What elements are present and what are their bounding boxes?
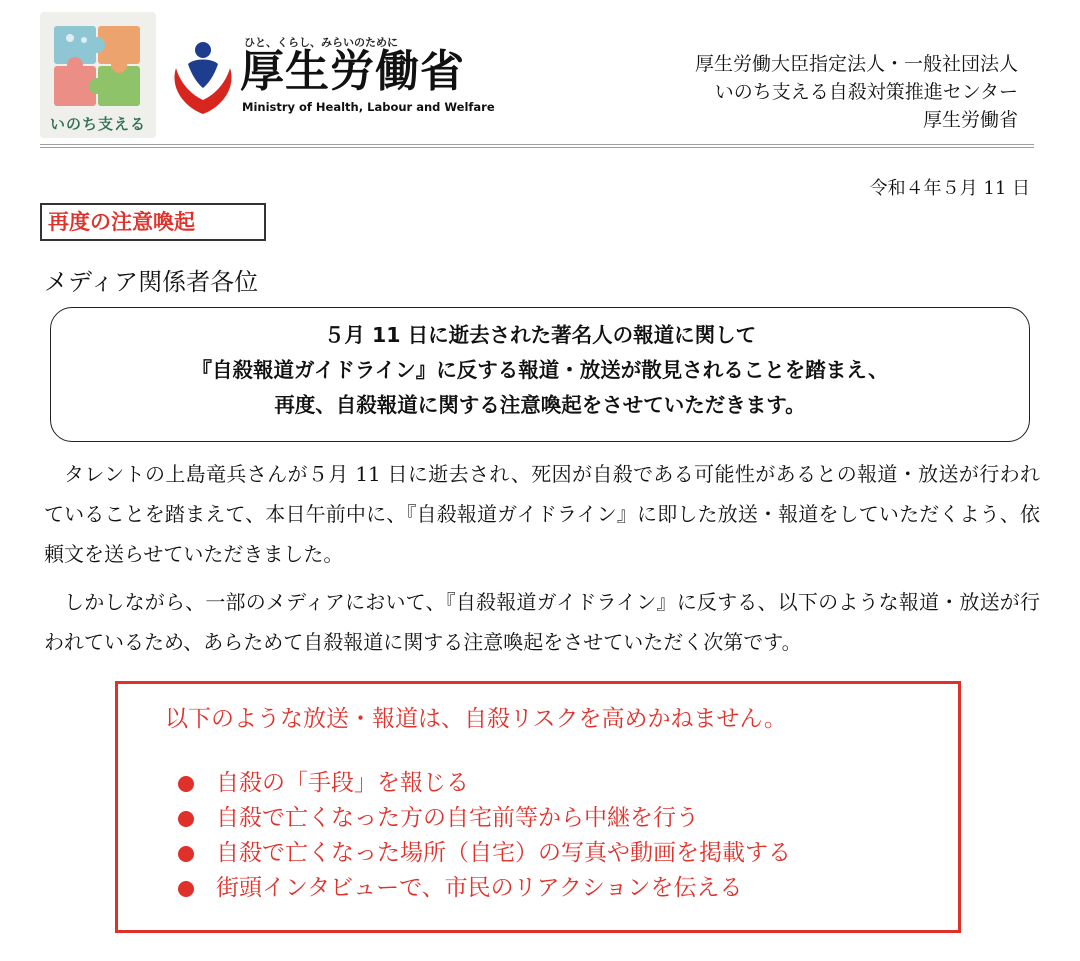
title-line: ５月 11 日に逝去された著名人の報道に関して [323, 323, 757, 347]
title-box [50, 307, 1030, 442]
ministry-tagline: ひと、くらし、みらいのために [244, 36, 398, 49]
ministry-name-ja: 厚生労働省 [240, 46, 465, 97]
risk-item [178, 836, 791, 871]
risk-warning-box [115, 681, 961, 933]
paragraph-text: しかしながら、一部のメディアにおいて、『自殺報道ガイドライン』に反する、以下のような報道・放送が行われているため、あらためて自殺報道に関する注意喚起をさせていただく次第です。 [44, 590, 1040, 654]
issuer-line: 厚生労働大臣指定法人・一般社団法人 [694, 53, 1018, 75]
risk-item-text: 自殺の「手段」を報じる [216, 770, 469, 796]
notice-label: 再度の注意喚起 [40, 203, 266, 241]
inochi-sasaeru-logo [40, 12, 156, 138]
puzzle-logo-icon [40, 16, 156, 116]
bullet-icon [178, 776, 194, 792]
bullet-icon [178, 846, 194, 862]
bullet-icon [178, 881, 194, 897]
bullet-icon [178, 811, 194, 827]
paragraph-text: タレントの上島竜兵さんが５月 11 日に逝去され、死因が自殺である可能性があるとの報道・放送が行われていることを踏まえて、本日午前中に、『自殺報道ガイドライン』に即した放送・報道をしていただくよう、依頼文を送らせていただきました。 [44, 462, 1040, 566]
issuer-line: 厚生労働省 [922, 109, 1018, 131]
mhlw-logo [168, 34, 495, 120]
risk-item-text: 自殺で亡くなった方の自宅前等から中継を行う [216, 805, 699, 831]
document-date: 令和４年５月 11 日 [869, 178, 1030, 199]
issuer-block [695, 50, 1018, 134]
ministry-name-en: Ministry of Health, Labour and Welfare [242, 100, 495, 114]
risk-item [178, 766, 791, 801]
risk-item [178, 801, 791, 836]
risk-list [178, 766, 791, 906]
body-paragraph-1 [44, 454, 1040, 574]
header-divider [40, 144, 1034, 148]
risk-heading: 以下のような放送・報道は、自殺リスクを高めかねません。 [165, 706, 787, 732]
body-paragraph-2 [44, 582, 1040, 662]
risk-item-text: 街頭インタビューで、市民のリアクションを伝える [216, 875, 743, 901]
risk-item-text: 自殺で亡くなった場所（自宅）の写真や動画を掲載する [216, 840, 791, 866]
title-line: 再度、自殺報道に関する注意喚起をさせていただきます。 [274, 393, 806, 417]
risk-item [178, 871, 791, 906]
mhlw-emblem-icon [168, 38, 238, 118]
title-line: 『自殺報道ガイドライン』に反する報道・放送が散見されることを踏まえ、 [191, 358, 889, 382]
issuer-line: いのち支える自殺対策推進センター [714, 81, 1018, 103]
logo-caption: いのち支える [49, 115, 146, 133]
recipient: メディア関係者各位 [44, 268, 259, 296]
